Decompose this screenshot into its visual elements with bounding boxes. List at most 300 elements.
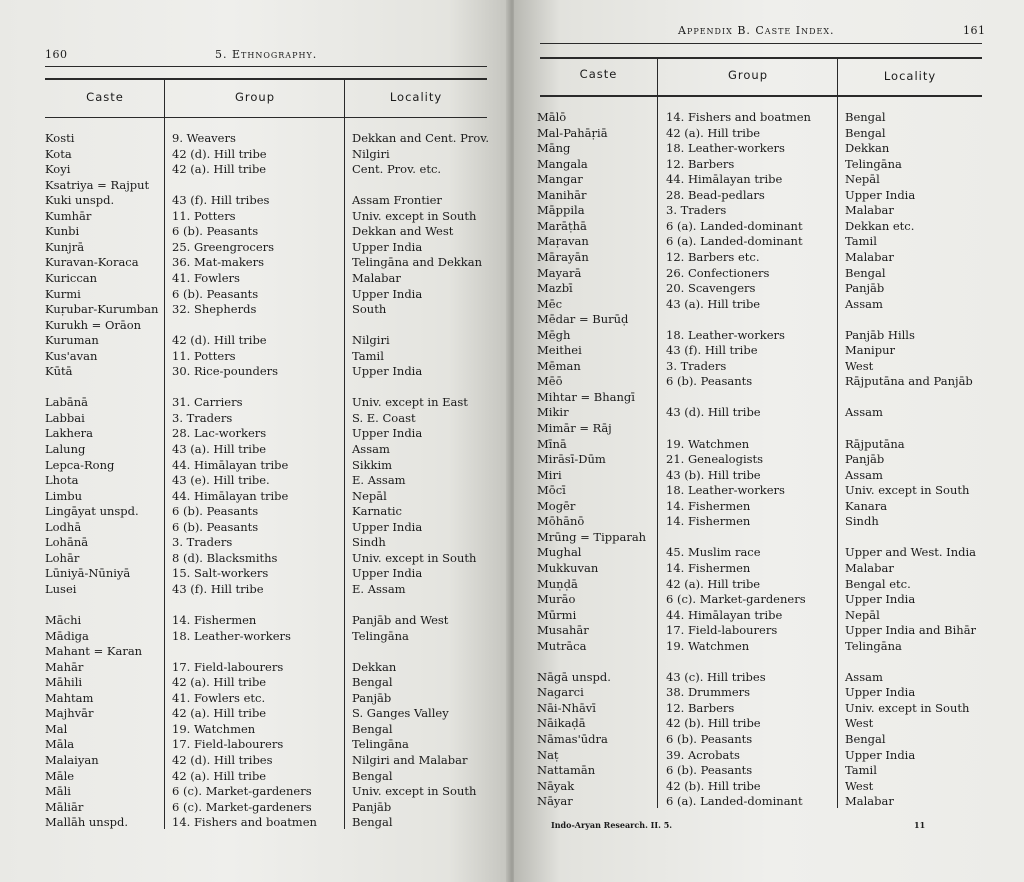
group-cell: 18. Leather-workers <box>666 327 785 342</box>
locality-cell: Panjāb and West <box>352 613 449 628</box>
locality-cell: Univ. except in South <box>845 483 970 498</box>
group-cell: 14. Fishers and boatmen <box>666 110 811 124</box>
caste-cell: Kunbi <box>45 224 80 239</box>
table-row <box>514 296 1024 312</box>
group-cell: 42 (a). Hill tribe <box>172 768 267 783</box>
locality-cell: Bengal <box>352 768 393 783</box>
group-cell: 19. Watchmen <box>172 721 256 736</box>
group-cell: 6 (a). Landed-dominant <box>666 234 803 249</box>
caste-cell: Lakhera <box>45 426 94 441</box>
locality-cell: Upper India and Bihār <box>845 623 977 638</box>
group-cell: 6 (a). Landed-dominant <box>666 794 803 809</box>
caste-cell: Maṛavan <box>537 234 589 249</box>
group-cell: 43 (c). Hill tribes <box>666 669 766 684</box>
table-row <box>0 332 510 348</box>
group-cell: 25. Greengrocers <box>172 239 275 254</box>
table-row <box>0 161 510 177</box>
group-cell: 44. Himālayan tribe <box>172 457 289 472</box>
group-cell: 6 (c). Market-gardeners <box>172 784 312 799</box>
table-row <box>0 783 510 799</box>
caste-cell: Kuṛubar-Kurumban <box>45 302 159 317</box>
caste-cell: Māle <box>45 768 75 783</box>
locality-cell: Malabar <box>845 560 894 575</box>
locality-cell: Malabar <box>845 203 894 218</box>
caste-cell: Mēō <box>537 374 563 389</box>
locality-cell: Nepāl <box>845 172 880 187</box>
caste-cell: Lalung <box>45 442 86 456</box>
locality-cell: E. Assam <box>352 581 406 596</box>
table-row <box>514 591 1024 607</box>
locality-cell: Telingāna <box>845 638 902 653</box>
caste-cell: Koyi <box>45 162 71 177</box>
table-row <box>0 457 510 473</box>
caste-cell: Miri <box>537 467 562 482</box>
table-row <box>0 348 510 364</box>
caste-cell: Mogēr <box>537 498 576 513</box>
group-cell: 42 (a). Hill tribe <box>172 162 267 177</box>
locality-cell: West <box>845 358 874 373</box>
group-cell: 42 (a). Hill tribe <box>172 675 267 690</box>
locality-cell: Panjāb <box>352 799 392 814</box>
caste-cell: Lhota <box>45 473 79 488</box>
group-cell: 26. Confectioners <box>666 265 770 280</box>
locality-cell: Nilgiri <box>352 333 390 348</box>
table-row <box>514 265 1024 281</box>
table-row <box>514 373 1024 389</box>
table-row <box>0 799 510 815</box>
table-row <box>0 394 510 410</box>
caste-cell: Musahār <box>537 623 589 638</box>
group-cell: 17. Field-labourers <box>172 659 284 674</box>
caste-cell: Labbai <box>45 410 85 425</box>
locality-cell: Dekkan <box>352 659 397 674</box>
caste-cell: Kuruman <box>45 333 99 348</box>
group-cell: 36. Mat-makers <box>172 255 265 270</box>
locality-cell: Nilgiri <box>352 146 390 161</box>
caste-cell: Manihār <box>537 187 587 202</box>
caste-cell: Mallāh unspd. <box>45 815 128 830</box>
group-cell: 6 (b). Peasants <box>666 732 753 746</box>
table-row <box>514 327 1024 343</box>
table-row <box>514 249 1024 265</box>
group-cell: 3. Traders <box>172 410 233 425</box>
table-row <box>0 146 510 162</box>
locality-cell: Telingāna <box>352 628 409 643</box>
locality-cell: Tamil <box>845 234 877 249</box>
locality-cell: Bengal <box>845 732 886 746</box>
caste-cell: Murāo <box>537 592 576 607</box>
right-col-header-caste: Caste <box>579 67 618 81</box>
caste-cell: Ksatriya = Rajput <box>45 177 150 192</box>
caste-cell: Mīnā <box>537 436 567 451</box>
group-cell: 12. Barbers <box>666 700 735 715</box>
locality-cell: Karnatic <box>352 504 402 519</box>
group-cell: 38. Drummers <box>666 685 751 700</box>
locality-cell: Upper India <box>845 187 916 202</box>
table-row <box>0 643 510 659</box>
left-table-top-rule <box>45 78 487 80</box>
caste-cell: Mēgh <box>537 327 571 342</box>
left-col-header-locality: Locality <box>389 90 443 104</box>
caste-cell: Mazbī <box>537 281 573 296</box>
group-cell: 42 (a). Hill tribe <box>666 125 761 140</box>
locality-cell: Bengal <box>352 815 393 830</box>
caste-cell: Nāyak <box>537 778 575 793</box>
caste-cell: Kuki unspd. <box>45 193 115 208</box>
caste-cell: Māliār <box>45 799 84 814</box>
caste-cell: Mahār <box>45 659 84 674</box>
group-cell: 20. Scavengers <box>666 281 756 296</box>
caste-cell: Naṭ <box>537 747 559 762</box>
caste-cell: Mangala <box>537 156 588 171</box>
caste-cell: Lingāyat unspd. <box>45 504 139 519</box>
table-row <box>514 420 1024 436</box>
table-row <box>514 778 1024 794</box>
locality-cell: Upper India <box>352 519 423 534</box>
locality-cell: Rājputāna <box>845 436 905 451</box>
table-row <box>514 280 1024 296</box>
left-header-bottom-rule <box>45 117 487 118</box>
caste-cell: Meithei <box>537 343 582 358</box>
right-header-bottom-rule <box>540 95 982 97</box>
table-row <box>0 410 510 426</box>
group-cell: 42 (a). Hill tribe <box>666 576 761 591</box>
locality-cell: Malabar <box>845 794 894 809</box>
table-row <box>514 202 1024 218</box>
table-row <box>0 503 510 519</box>
table-row <box>514 109 1024 125</box>
table-row <box>514 560 1024 576</box>
table-row <box>0 425 510 441</box>
table-row <box>0 752 510 768</box>
caste-cell: Kūtā <box>45 364 73 379</box>
right-col-header-locality: Locality <box>883 69 937 83</box>
locality-cell: Univ. except in East <box>352 395 468 410</box>
caste-cell: Nagarci <box>537 685 584 700</box>
caste-cell: Kuravan-Koraca <box>45 255 139 270</box>
caste-cell: Māhili <box>45 675 83 690</box>
table-row <box>514 793 1024 809</box>
locality-cell: Sindh <box>845 514 879 529</box>
locality-cell: South <box>352 302 387 317</box>
group-cell: 18. Leather-workers <box>172 628 291 643</box>
table-row <box>0 565 510 581</box>
locality-cell: Assam <box>845 296 883 311</box>
caste-cell: Nāyar <box>537 794 573 809</box>
group-cell: 18. Leather-workers <box>666 141 785 156</box>
locality-cell: West <box>845 778 874 793</box>
locality-cell: Kanara <box>845 498 888 513</box>
table-row <box>514 125 1024 141</box>
left-page-number: 160 <box>45 48 68 61</box>
table-row <box>514 187 1024 203</box>
group-cell: 12. Barbers <box>666 156 735 171</box>
table-row <box>0 208 510 224</box>
table-row <box>514 467 1024 483</box>
right-running-head: Appendix B. Caste Index. <box>678 24 835 37</box>
locality-cell: Upper India <box>352 426 423 441</box>
table-row <box>0 581 510 597</box>
table-row <box>0 690 510 706</box>
locality-cell: Tamil <box>845 763 877 778</box>
group-cell: 41. Fowlers etc. <box>172 690 266 705</box>
group-cell: 42 (d). Hill tribe <box>172 333 267 348</box>
group-cell: 6 (b). Peasants <box>172 286 259 301</box>
locality-cell: Univ. except in South <box>845 700 970 715</box>
caste-cell: Lusei <box>45 581 77 596</box>
group-cell: 43 (f). Hill tribe <box>666 343 758 358</box>
group-cell: 43 (a). Hill tribe <box>172 442 267 456</box>
caste-cell: Lohār <box>45 550 80 565</box>
table-row <box>514 747 1024 763</box>
locality-cell: Bengal <box>352 721 393 736</box>
locality-cell: Bengal <box>845 110 886 124</box>
caste-cell: Lepca-Rong <box>45 457 115 472</box>
caste-cell: Mōcī <box>537 483 566 498</box>
table-row <box>0 550 510 566</box>
table-row <box>0 192 510 208</box>
table-row <box>0 721 510 737</box>
caste-cell: Muṇḍā <box>537 576 578 591</box>
group-cell: 3. Traders <box>172 535 233 550</box>
caste-cell: Mikir <box>537 405 569 420</box>
locality-cell: Panjāb <box>352 690 392 705</box>
caste-cell: Kuriccan <box>45 270 98 285</box>
caste-cell: Mahant = Karan <box>45 644 143 659</box>
table-row <box>514 684 1024 700</box>
group-cell: 14. Fishermen <box>172 613 257 628</box>
locality-cell: West <box>845 716 874 731</box>
caste-cell: Mal <box>45 721 68 736</box>
table-row <box>514 498 1024 514</box>
table-row <box>0 441 510 457</box>
locality-cell: Assam <box>845 405 883 420</box>
locality-cell: Bengal <box>845 265 886 280</box>
locality-cell: Upper India <box>352 566 423 581</box>
caste-cell: Lodhā <box>45 519 82 534</box>
table-row <box>514 140 1024 156</box>
caste-cell: Mangar <box>537 172 583 187</box>
locality-cell: Upper India <box>845 592 916 607</box>
left-running-head: 5. Ethnography. <box>215 48 318 61</box>
caste-cell: Kurukh = Orāon <box>45 317 142 332</box>
group-cell: 6 (c). Market-gardeners <box>172 799 312 814</box>
locality-cell: Upper India <box>352 239 423 254</box>
group-cell: 14. Fishermen <box>666 498 751 513</box>
group-cell: 43 (d). Hill tribe <box>666 405 761 420</box>
locality-cell: Bengal etc. <box>845 576 911 591</box>
locality-cell: Upper India <box>845 685 916 700</box>
locality-cell: Panjāb <box>845 281 885 296</box>
group-cell: 11. Potters <box>172 208 236 223</box>
caste-cell: Nāi-Nhāvī <box>537 700 596 715</box>
caste-cell: Mahtam <box>45 690 94 705</box>
group-cell: 6 (b). Peasants <box>172 519 259 534</box>
caste-cell: Mūrmi <box>537 607 577 622</box>
locality-cell: Assam <box>845 467 883 482</box>
footer-mark: 11 <box>914 820 926 830</box>
group-cell: 6 (c). Market-gardeners <box>666 592 806 607</box>
group-cell: 12. Barbers etc. <box>666 249 760 264</box>
caste-cell: Mēdar = Burūḍ <box>537 312 629 327</box>
group-cell: 28. Bead-pedlars <box>666 187 765 202</box>
locality-cell: Univ. except in South <box>352 208 477 223</box>
table-row <box>0 239 510 255</box>
caste-cell: Kumhār <box>45 208 92 223</box>
caste-cell: Mayarā <box>537 265 582 280</box>
table-row <box>0 317 510 333</box>
locality-cell: Assam Frontier <box>352 193 442 208</box>
group-cell: 43 (b). Hill tribe <box>666 467 761 482</box>
locality-cell: Sindh <box>352 535 386 550</box>
group-cell: 17. Field-labourers <box>172 737 284 752</box>
caste-cell: Majhvār <box>45 706 94 721</box>
caste-cell: Mādiga <box>45 628 89 643</box>
locality-cell: Malabar <box>352 270 401 285</box>
group-cell: 19. Watchmen <box>666 638 750 653</box>
table-row <box>514 389 1024 405</box>
locality-cell: Upper and West. India <box>845 545 977 560</box>
table-row <box>514 715 1024 731</box>
table-row <box>0 659 510 675</box>
table-row <box>514 436 1024 452</box>
table-row <box>514 451 1024 467</box>
table-row <box>514 218 1024 234</box>
locality-cell: Malabar <box>845 249 894 264</box>
locality-cell: Dekkan and West <box>352 224 454 239</box>
caste-cell: Kosti <box>45 131 75 145</box>
group-cell: 3. Traders <box>666 203 727 218</box>
group-cell: 14. Fishermen <box>666 560 751 575</box>
caste-cell: Māng <box>537 141 571 156</box>
table-row <box>514 607 1024 623</box>
table-row <box>0 286 510 302</box>
group-cell: 14. Fishers and boatmen <box>172 815 317 830</box>
group-cell: 43 (e). Hill tribe. <box>172 473 270 488</box>
caste-cell: Limbu <box>45 488 82 503</box>
group-cell: 42 (b). Hill tribe <box>666 778 761 793</box>
caste-cell: Kota <box>45 146 72 161</box>
caste-cell: Mālō <box>537 110 567 124</box>
group-cell: 42 (a). Hill tribe <box>172 706 267 721</box>
locality-cell: Univ. except in South <box>352 550 477 565</box>
caste-cell: Māla <box>45 737 75 752</box>
table-row <box>0 472 510 488</box>
right-table-top-rule <box>540 57 982 59</box>
locality-cell: Manipur <box>845 343 895 358</box>
table-row <box>0 254 510 270</box>
group-cell: 41. Fowlers <box>172 270 240 285</box>
group-cell: 6 (b). Peasants <box>666 374 753 389</box>
group-cell: 44. Himālayan tribe <box>666 172 783 187</box>
group-cell: 6 (b). Peasants <box>172 504 259 519</box>
right-col-header-group: Group <box>727 68 768 82</box>
group-cell: 42 (b). Hill tribe <box>666 716 761 731</box>
group-cell: 21. Genealogists <box>666 452 764 467</box>
table-row <box>0 519 510 535</box>
right-page-number: 161 <box>963 24 986 37</box>
locality-cell: Bengal <box>845 125 886 140</box>
caste-cell: Mukkuvan <box>537 560 599 575</box>
table-row <box>0 612 510 628</box>
locality-cell: Assam <box>352 442 390 456</box>
table-row <box>514 404 1024 420</box>
table-row <box>0 628 510 644</box>
locality-cell: Sikkim <box>352 457 393 472</box>
table-row <box>0 130 510 146</box>
group-cell: 45. Muslim race <box>666 545 761 560</box>
table-row <box>514 358 1024 374</box>
locality-cell: Nepāl <box>352 488 387 503</box>
group-cell: 3. Traders <box>666 358 727 373</box>
caste-cell: Marāṭhā <box>537 218 587 233</box>
table-row <box>514 669 1024 685</box>
caste-cell: Lohānā <box>45 535 89 550</box>
locality-cell: Dekkan <box>845 141 890 156</box>
group-cell: 44. Himālayan tribe <box>172 488 289 503</box>
table-row <box>514 700 1024 716</box>
table-row <box>0 705 510 721</box>
locality-cell: Telingāna and Dekkan <box>352 255 482 270</box>
table-row <box>0 814 510 830</box>
table-row <box>514 638 1024 654</box>
table-row <box>0 534 510 550</box>
locality-cell: Nepāl <box>845 607 880 622</box>
caste-cell: Mughal <box>537 545 582 560</box>
group-cell: 42 (d). Hill tribes <box>172 753 273 767</box>
caste-cell: Malaiyan <box>45 753 99 767</box>
group-cell: 42 (d). Hill tribe <box>172 146 267 161</box>
group-cell: 44. Himālayan tribe <box>666 607 783 622</box>
locality-cell: S. Ganges Valley <box>352 706 449 721</box>
caste-cell: Nāmas'ūdra <box>537 732 608 746</box>
locality-cell: Dekkan and Cent. Prov. <box>352 131 490 145</box>
locality-cell: Upper India <box>845 747 916 762</box>
group-cell: 43 (f). Hill tribe <box>172 581 264 596</box>
group-cell: 6 (b). Peasants <box>666 763 753 778</box>
table-row <box>514 731 1024 747</box>
table-row <box>514 342 1024 358</box>
caste-cell: Nāgā unspd. <box>537 669 611 684</box>
caste-cell: Mēc <box>537 296 563 311</box>
table-row <box>0 223 510 239</box>
group-cell: 6 (a). Landed-dominant <box>666 218 803 233</box>
caste-cell: Kunjrā <box>45 239 85 254</box>
caste-cell: Mirāsī-Dūm <box>537 452 606 467</box>
table-row <box>514 576 1024 592</box>
table-row <box>514 482 1024 498</box>
table-row <box>0 736 510 752</box>
caste-cell: Mārayān <box>537 249 589 264</box>
caste-cell: Kurmi <box>45 286 81 301</box>
left-col-header-group: Group <box>234 90 275 104</box>
locality-cell: Univ. except in South <box>352 784 477 799</box>
group-cell: 8 (d). Blacksmiths <box>172 550 278 565</box>
caste-cell: Nāikaḍā <box>537 716 586 731</box>
table-row <box>514 513 1024 529</box>
table-row <box>0 363 510 379</box>
right-head-rule <box>540 43 982 44</box>
table-row <box>514 544 1024 560</box>
locality-cell: Upper India <box>352 286 423 301</box>
caste-cell: Māchi <box>45 613 82 628</box>
locality-cell: E. Assam <box>352 473 406 488</box>
locality-cell: Dekkan etc. <box>845 218 915 233</box>
caste-cell: Māli <box>45 784 71 799</box>
caste-cell: Mimār = Rāj <box>537 421 612 435</box>
locality-cell: Tamil <box>352 348 384 363</box>
locality-cell: S. E. Coast <box>352 410 416 425</box>
